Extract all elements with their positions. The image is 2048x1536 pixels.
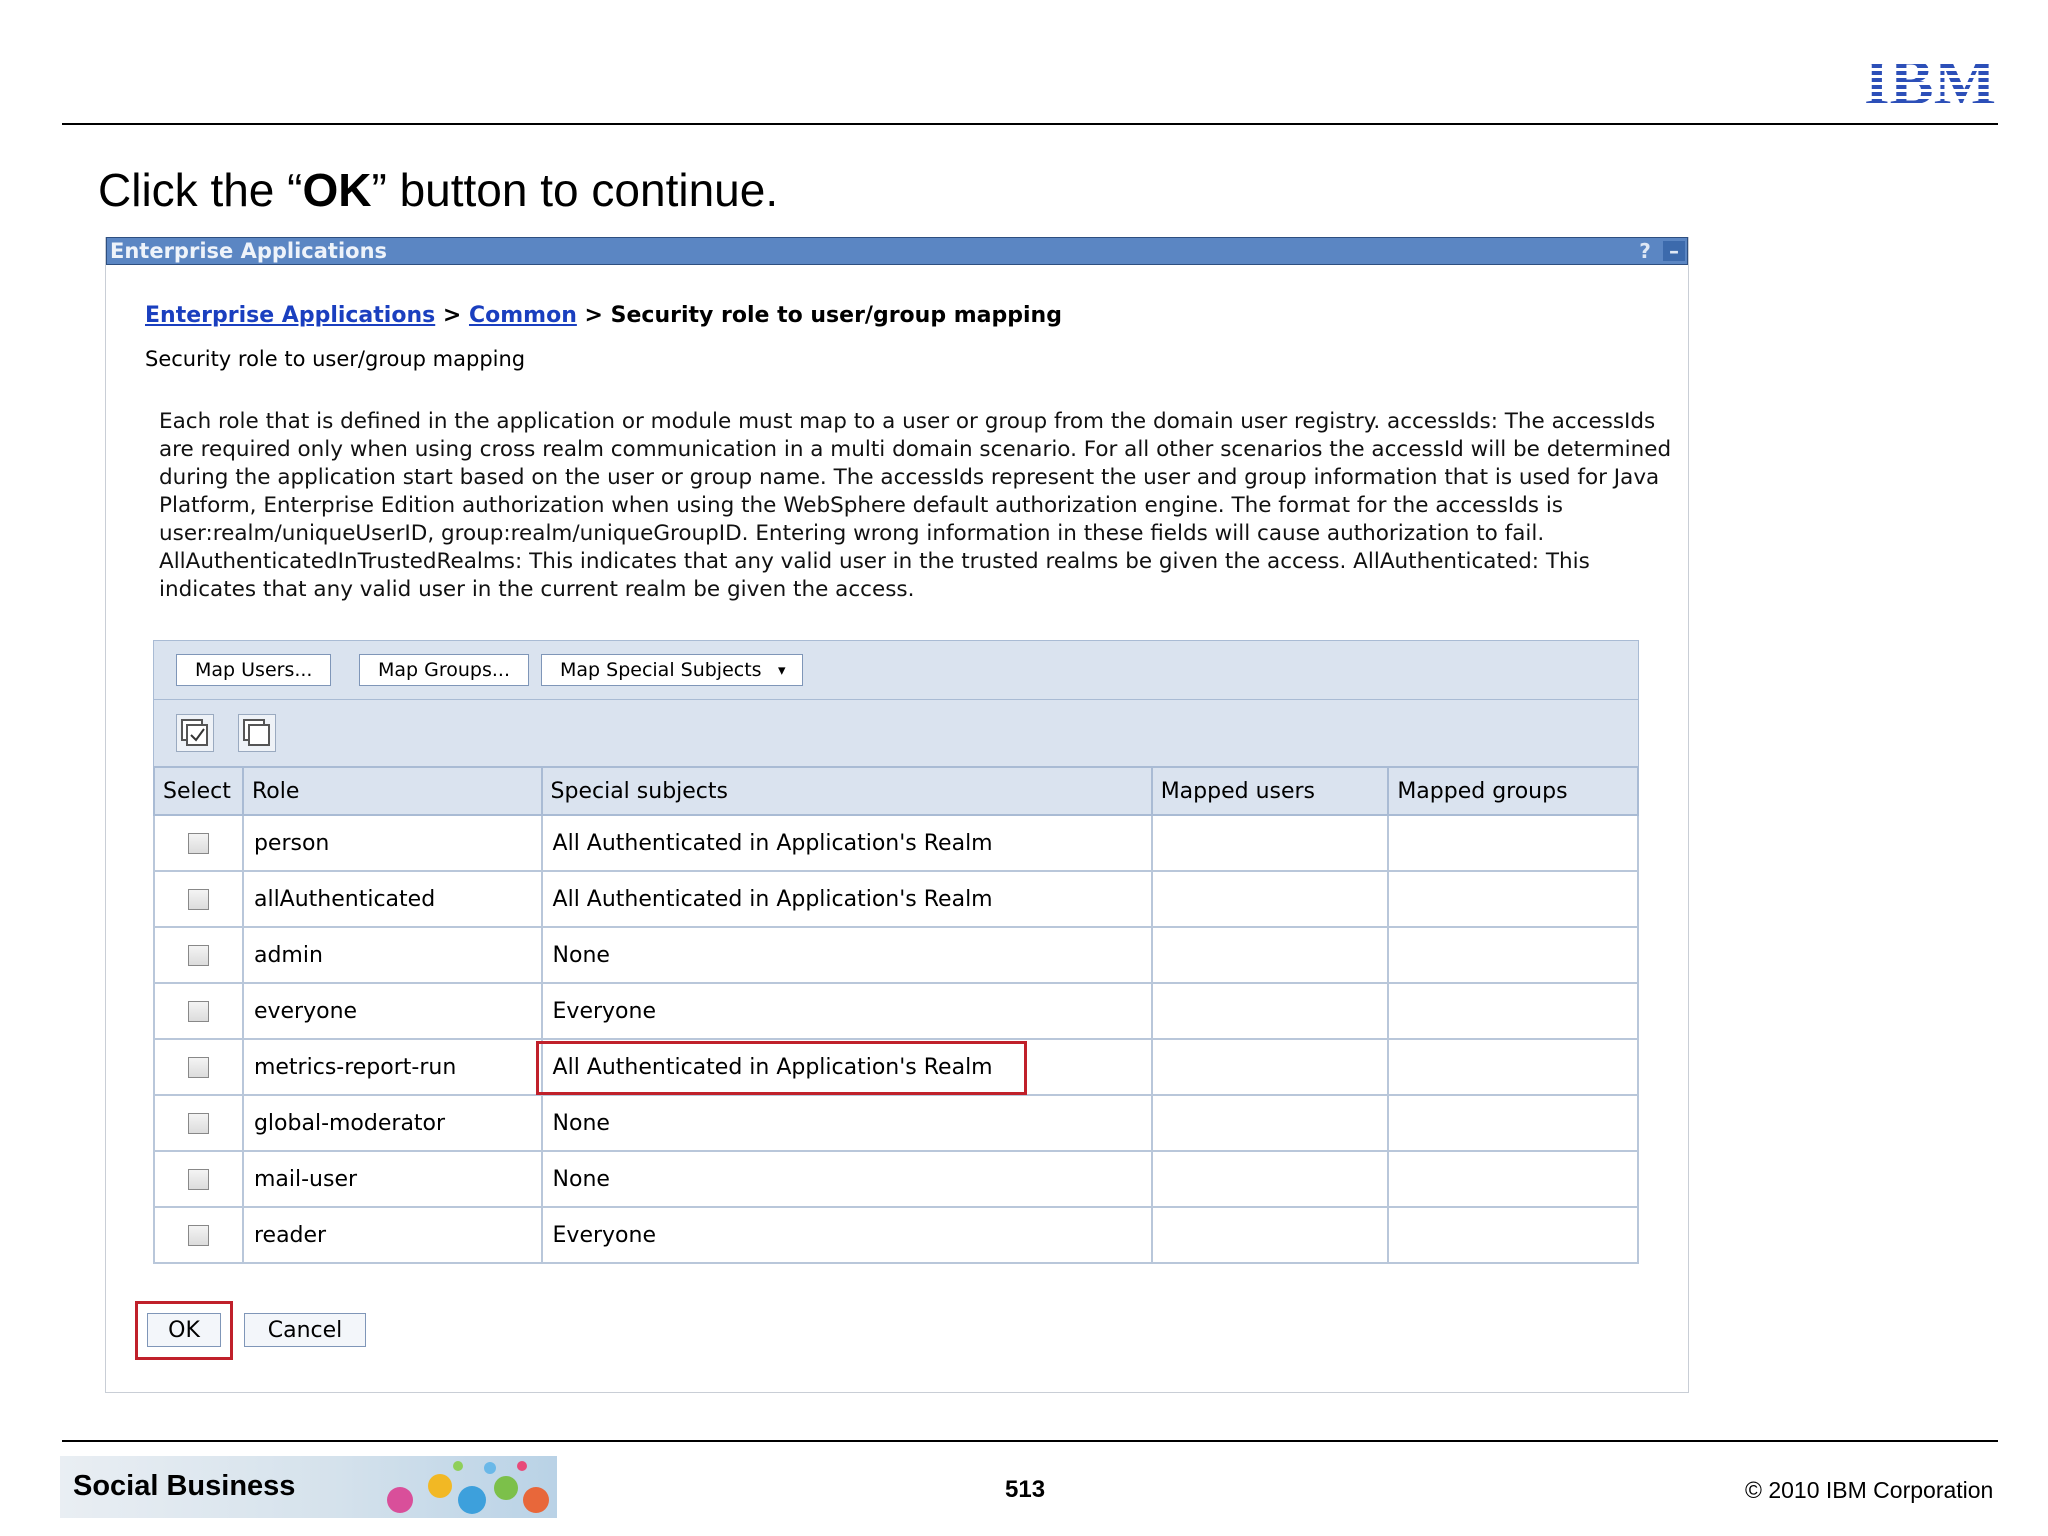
table-header-row	[154, 767, 1638, 815]
mapped-groups-cell	[1388, 1151, 1638, 1207]
role-cell: global-moderator	[243, 1095, 542, 1151]
map-special-subjects-button[interactable]: Map Special Subjects ▾	[541, 654, 803, 686]
select-cell	[154, 1039, 243, 1095]
mapped-users-cell	[1152, 1039, 1389, 1095]
mapped-users-cell	[1152, 983, 1389, 1039]
page-subtitle: Security role to user/group mapping	[145, 347, 526, 371]
table-row	[154, 1095, 1638, 1151]
mapped-groups-cell	[1388, 983, 1638, 1039]
select-cell	[154, 1151, 243, 1207]
page-number: 513	[1005, 1476, 1046, 1503]
header-rule	[62, 123, 1998, 125]
row-checkbox[interactable]	[188, 1225, 209, 1246]
table-row	[154, 1151, 1638, 1207]
help-icon[interactable]: ?	[1639, 239, 1651, 263]
roles-table	[153, 766, 1639, 1264]
role-cell: person	[243, 815, 542, 871]
role-cell: reader	[243, 1207, 542, 1263]
breadcrumb-separator: >	[435, 303, 469, 328]
row-checkbox[interactable]	[188, 833, 209, 854]
map-groups-button[interactable]: Map Groups...	[359, 654, 529, 686]
breadcrumb-separator: >	[576, 303, 611, 328]
minimize-icon[interactable]: –	[1663, 241, 1685, 261]
special-subjects-cell: Everyone	[542, 1207, 1152, 1263]
breadcrumb-link-common[interactable]: Common	[468, 303, 577, 328]
special-subjects-cell: All Authenticated in Application's Realm	[542, 1039, 1152, 1095]
special-subjects-cell: None	[542, 1095, 1152, 1151]
special-subjects-cell: All Authenticated in Application's Realm	[542, 871, 1152, 927]
row-checkbox[interactable]	[188, 1169, 209, 1190]
row-checkbox[interactable]	[188, 1057, 209, 1078]
table-row	[154, 1207, 1638, 1263]
copyright-notice: © 2010 IBM Corporation	[1745, 1477, 1994, 1503]
role-cell: admin	[243, 927, 542, 983]
select-cell	[154, 1095, 243, 1151]
column-header-select[interactable]: Select	[154, 767, 243, 815]
footer-rule	[62, 1440, 1998, 1442]
role-cell: everyone	[243, 983, 542, 1039]
portlet-titlebar	[106, 237, 1688, 265]
breadcrumb-link-enterprise-applications[interactable]: Enterprise Applications	[145, 303, 436, 328]
mapped-users-cell	[1152, 871, 1389, 927]
mapped-groups-cell	[1388, 871, 1638, 927]
select-cell	[154, 815, 243, 871]
portlet-title: Enterprise Applications	[110, 239, 388, 263]
mapped-users-cell	[1152, 1151, 1389, 1207]
row-checkbox[interactable]	[188, 945, 209, 966]
select-all-icon[interactable]	[176, 714, 214, 752]
mapped-groups-cell	[1388, 815, 1638, 871]
select-cell	[154, 871, 243, 927]
selection-iconbar	[153, 700, 1639, 766]
highlight-box-special-subject	[536, 1041, 1027, 1095]
mapped-users-cell	[1152, 1095, 1389, 1151]
column-header-mapped-users[interactable]: Mapped users	[1152, 767, 1389, 815]
column-header-role[interactable]: Role	[243, 767, 542, 815]
row-checkbox[interactable]	[188, 1113, 209, 1134]
special-subjects-cell: All Authenticated in Application's Realm	[542, 815, 1152, 871]
dropdown-arrow-icon: ▾	[778, 661, 786, 679]
svg-text:IBM: IBM	[1864, 50, 1996, 106]
column-header-special-subjects[interactable]: Special subjects	[542, 767, 1152, 815]
table-row	[154, 927, 1638, 983]
mapped-users-cell	[1152, 1207, 1389, 1263]
role-cell: metrics-report-run	[243, 1039, 542, 1095]
table-row	[154, 871, 1638, 927]
select-cell	[154, 927, 243, 983]
role-cell: mail-user	[243, 1151, 542, 1207]
special-subjects-cell: Everyone	[542, 983, 1152, 1039]
enterprise-applications-portlet	[105, 237, 1689, 1393]
row-checkbox[interactable]	[188, 889, 209, 910]
cancel-button[interactable]: Cancel	[244, 1313, 366, 1347]
ok-button[interactable]: OK	[147, 1313, 221, 1347]
mapped-users-cell	[1152, 815, 1389, 871]
table-toolbar	[153, 640, 1639, 700]
mapped-groups-cell	[1388, 1095, 1638, 1151]
breadcrumb-current: Security role to user/group mapping	[610, 303, 1062, 328]
mapped-groups-cell	[1388, 1207, 1638, 1263]
brand-label: Social Business	[73, 1470, 296, 1502]
select-cell	[154, 1207, 243, 1263]
breadcrumb	[145, 303, 1062, 328]
role-cell: allAuthenticated	[243, 871, 542, 927]
row-checkbox[interactable]	[188, 1001, 209, 1022]
mapped-groups-cell	[1388, 927, 1638, 983]
select-cell	[154, 983, 243, 1039]
column-header-mapped-groups[interactable]: Mapped groups	[1388, 767, 1638, 815]
ibm-logo	[1862, 50, 1998, 106]
special-subjects-cell: None	[542, 1151, 1152, 1207]
slide-title: Click the “OK” button to continue.	[98, 164, 779, 216]
mapped-groups-cell	[1388, 1039, 1638, 1095]
deselect-all-icon[interactable]	[238, 714, 276, 752]
special-subjects-cell: None	[542, 927, 1152, 983]
mapped-users-cell	[1152, 927, 1389, 983]
table-row	[154, 983, 1638, 1039]
page-description: Each role that is defined in the application or module must map to a user or group from the domain user registry. accessIds: The accessIds are required only when using cross realm communication in a multi domain scenario. For all other scenarios the accessId will be determined during the application start based on the user or group name. The accessIds represent the user and group information that is used for Java Platform, Enterprise Edition authorization when using the WebSphere default authorization engine. The format for the accessIds is user:realm/uniqueUserID, group:realm/uniqueGroupID. Entering wrong information in these fields will cause authorization to fail. AllAuthenticatedInTrustedRealms: This indicates that any valid user in the trusted realms be given the access. AllAuthenticated: This indicates that any valid user in the current realm be given the access.	[159, 409, 1672, 602]
map-users-button[interactable]: Map Users...	[176, 654, 331, 686]
table-row	[154, 815, 1638, 871]
